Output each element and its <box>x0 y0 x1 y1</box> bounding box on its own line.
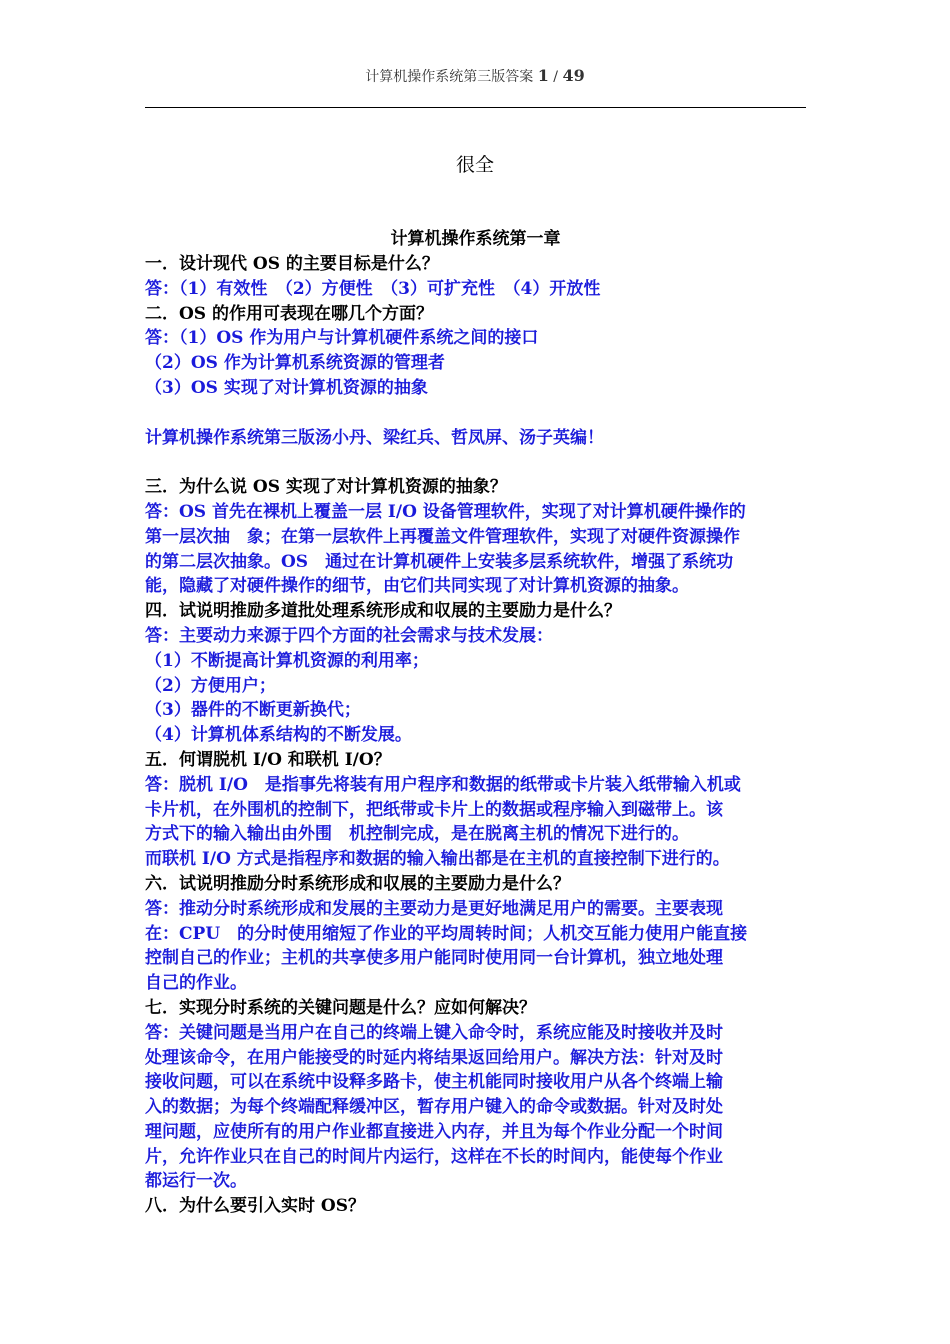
header-page-total: 49 <box>562 66 585 85</box>
document-body <box>145 227 806 1219</box>
question-line: 六．试说明推励分时系统形成和収展的主要励力是什么？ <box>145 873 570 894</box>
question-line: 五．何谓脱机 I/O 和联机 I/O？ <box>145 749 391 770</box>
answer-line: （3）器件的不断更新换代； <box>145 700 361 721</box>
answer-line: 片，允许作业只在自己的时间片内运行，这样在不长的时间内，能使每个作业 <box>145 1146 723 1167</box>
header-page-separator: / <box>553 69 559 85</box>
question-line: 四．试说明推励多道批处理系统形成和収展的主要励力是什么？ <box>145 601 621 622</box>
header-divider <box>145 107 806 108</box>
answer-line: 自己的作业。 <box>145 973 247 994</box>
blank-line <box>145 450 806 475</box>
answer-line: （3）OS 实现了对计算机资源的抽象 <box>145 377 428 398</box>
answer-line: 答：主要动力来源于四个方面的社会需求与技术发展： <box>145 625 553 646</box>
answer-line: 在：CPU 的分时使用缩短了作业的平均周转时间；人机交互能力使用户能直接 <box>145 923 748 944</box>
answer-line: （1）不断提高计算机资源的利用率； <box>145 650 429 671</box>
answer-line: 答：关键问题是当用户在自己的终端上键入命令时，系统应能及时接收并及时 <box>145 1022 723 1043</box>
answer-line: （4）计算机体系结构的不断发展。 <box>145 725 412 746</box>
answer-line: 控制自己的作业；主机的共享使多用户能同时使用同一台计算机，独立地处理 <box>145 948 723 969</box>
answer-line: 处理该命令，在用户能接受的时延内将结果返回给用户。解决方法：针对及时 <box>145 1047 723 1068</box>
header-page-number: 1 <box>537 66 549 85</box>
question-line: 二．OS 的作用可表现在哪几个方面？ <box>145 303 434 324</box>
answer-line: 答：脱机 I/O 是指事先将装有用户程序和数据的纸带或卡片装入纸带输入机或 <box>145 774 741 795</box>
answer-line: 的第二层次抽象。OS 通过在计算机硬件上安装多层系统软件，增强了系统功 <box>145 551 734 572</box>
answer-line: 而联机 I/O 方式是指程序和数据的输入输出都是在主机的直接控制下进行的。 <box>145 849 730 870</box>
answer-line: 理问题，应使所有的用户作业都直接进入内存，并且为每个作业分配一个时间 <box>145 1121 723 1142</box>
question-line: 七．实现分时系统的关键问题是什么？应如何解决？ <box>145 997 536 1018</box>
qa-lines <box>145 252 806 1219</box>
question-line: 三．为什么说 OS 实现了对计算机资源的抽象？ <box>145 477 507 498</box>
blank-line <box>145 401 806 426</box>
answer-line: 卡片机，在外围机的控制下，把纸带或卡片上的数据或程序输入到磁带上。该 <box>145 799 723 820</box>
answer-line: 答：推动分时系统形成和发展的主要动力是更好地满足用户的需要。主要表现 <box>145 898 723 919</box>
answer-line: 答：（1）有效性 （2）方便性 （3）可扩充性 （4）开放性 <box>145 278 601 299</box>
answer-line: （2）方便用户； <box>145 675 276 696</box>
header-title: 计算机操作系统第三版答案 <box>365 69 534 85</box>
answer-line: 第一层次抽 象；在第一层软件上再覆盖文件管理软件，实现了对硬件资源操作 <box>145 526 740 547</box>
answer-line: 入的数据；为每个终端配释缓冲区，暂存用户键入的命令或数据。针对及时处 <box>145 1097 723 1118</box>
answer-line: 能，隐藏了对硬件操作的细节，由它们共同实现了对计算机资源的抽象。 <box>145 576 689 597</box>
answer-line: （2）OS 作为计算机系统资源的管理者 <box>145 353 445 374</box>
question-line: 一．设计现代 OS 的主要目标是什么？ <box>145 254 439 274</box>
chapter-title: 计算机操作系统第一章 <box>390 229 561 249</box>
answer-line: 方式下的输入输出由外围 机控制完成，是在脱离主机的情况下进行的。 <box>145 824 689 845</box>
answer-line: 答：OS 首先在裸机上覆盖一层 I/O 设备管理软件，实现了对计算机硬件操作的 <box>145 501 746 522</box>
answer-line: 都运行一次。 <box>145 1171 247 1192</box>
page-header <box>0 66 950 86</box>
document-subtitle: 很全 <box>455 154 494 176</box>
answer-line: 接收问题，可以在系统中设释多路卡，使主机能同时接收用户从各个终端上输 <box>145 1072 723 1093</box>
answer-line: 计算机操作系统第三版汤小丹、梁红兵、哲凤屏、汤子英编！ <box>145 427 604 448</box>
answer-line: 答：（1）OS 作为用户与计算机硬件系统之间的接口 <box>145 328 539 349</box>
question-line: 八．为什么要引入实时 OS？ <box>145 1196 366 1217</box>
